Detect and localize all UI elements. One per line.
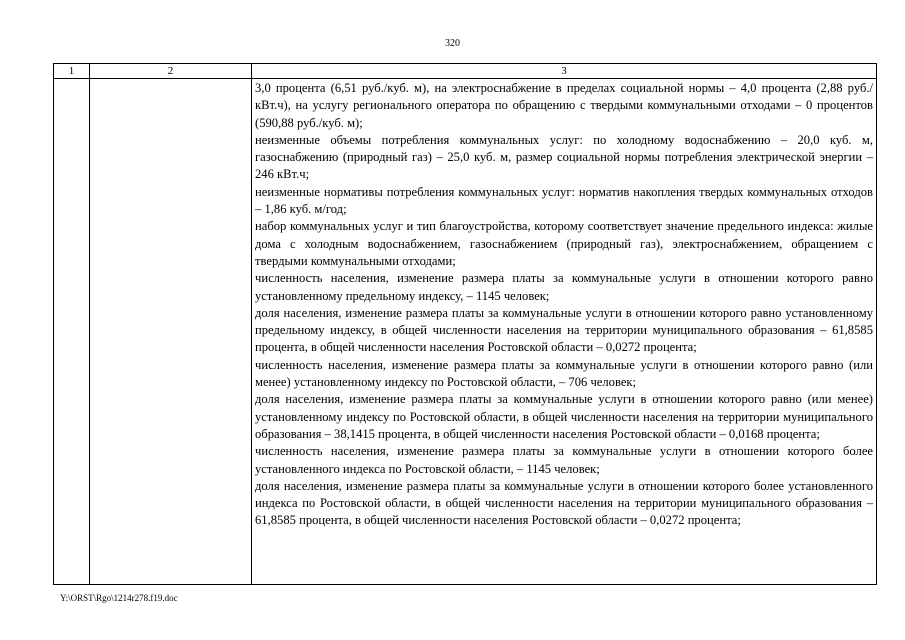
table-body-row bbox=[54, 79, 877, 585]
paragraph-consumption-norms: неизменные нормативы потребления коммунальных услуг: норматив накопления твердых коммунальных отходов – 1,86 куб. м/год; bbox=[255, 184, 873, 217]
column-1-cell bbox=[54, 79, 90, 585]
column-header-2: 2 bbox=[90, 64, 252, 79]
column-2-cell bbox=[90, 79, 252, 585]
column-3-cell bbox=[252, 79, 877, 585]
paragraph-share-equal-limit: доля населения, изменение размера платы за коммунальные услуги в отношении которого равно установленному предельному индексу, в общей численности населения на территории муниципального образования – 61,8585 процента, в общей численности населения Ростовской области – 0,0272 процента; bbox=[255, 305, 873, 355]
document-table bbox=[53, 63, 877, 585]
paragraph-population-equal-limit: численность населения, изменение размера платы за коммунальные услуги в отношении которого равно установленному предельному индексу, – 1145 человек; bbox=[255, 271, 873, 303]
column-header-3: 3 bbox=[252, 64, 877, 79]
column-header-1: 1 bbox=[54, 64, 90, 79]
paragraph-tariff-growth: 3,0 процента (6,51 руб./куб. м), на электроснабжение в пределах социальной нормы – 4,0 процента (2,88 руб./кВт.ч), на услугу регионального оператора по обращению с твердыми коммунальными отходами – 0 процентов (590,88 руб./куб. м); bbox=[255, 81, 873, 130]
paragraph-consumption-volumes: неизменные объемы потребления коммунальных услуг: по холодному водоснабжению – 20,0 куб. м, газоснабжению (природный газ) – 25,0 куб. м, размер социальной нормы потребления электрической энергии – 246 кВт.ч; bbox=[255, 132, 873, 182]
footer-file-path: Y:\ORST\Rgo\1214r278.f19.doc bbox=[60, 593, 178, 603]
paragraph-population-below-index: численность населения, изменение размера платы за коммунальные услуги в отношении которого равно (или менее) установленному индексу по Ростовской области, – 706 человек; bbox=[255, 357, 873, 390]
paragraph-population-above-index: численность населения, изменение размера платы за коммунальные услуги в отношении которого более установленного индекса по Ростовской области, – 1145 человек; bbox=[255, 444, 873, 476]
paragraph-services-set: набор коммунальных услуг и тип благоустройства, которому соответствует значение предельного индекса: жилые дома с холодным водоснабжением, газоснабжением (природный газ), электроснабжением, обращением с твердыми коммунальными отходами; bbox=[255, 219, 873, 268]
page-number: 320 bbox=[445, 38, 460, 49]
paragraph-share-below-index: доля населения, изменение размера платы за коммунальные услуги в отношении которого равно (или менее) установленному индексу по Ростовской области, в общей численности населения на территории муниципального образования – 38,1415 процента, в общей численности населения Ростовской области – 0,0168 процента; bbox=[255, 392, 873, 441]
paragraph-share-above-index: доля населения, изменение размера платы за коммунальные услуги в отношении которого более установленного индекса по Ростовской области, в общей численности населения на территории муниципального образования – 61,8585 процента, в общей численности населения Ростовской области – 0,0272 процента; bbox=[255, 478, 873, 528]
table-header-row bbox=[54, 64, 877, 79]
